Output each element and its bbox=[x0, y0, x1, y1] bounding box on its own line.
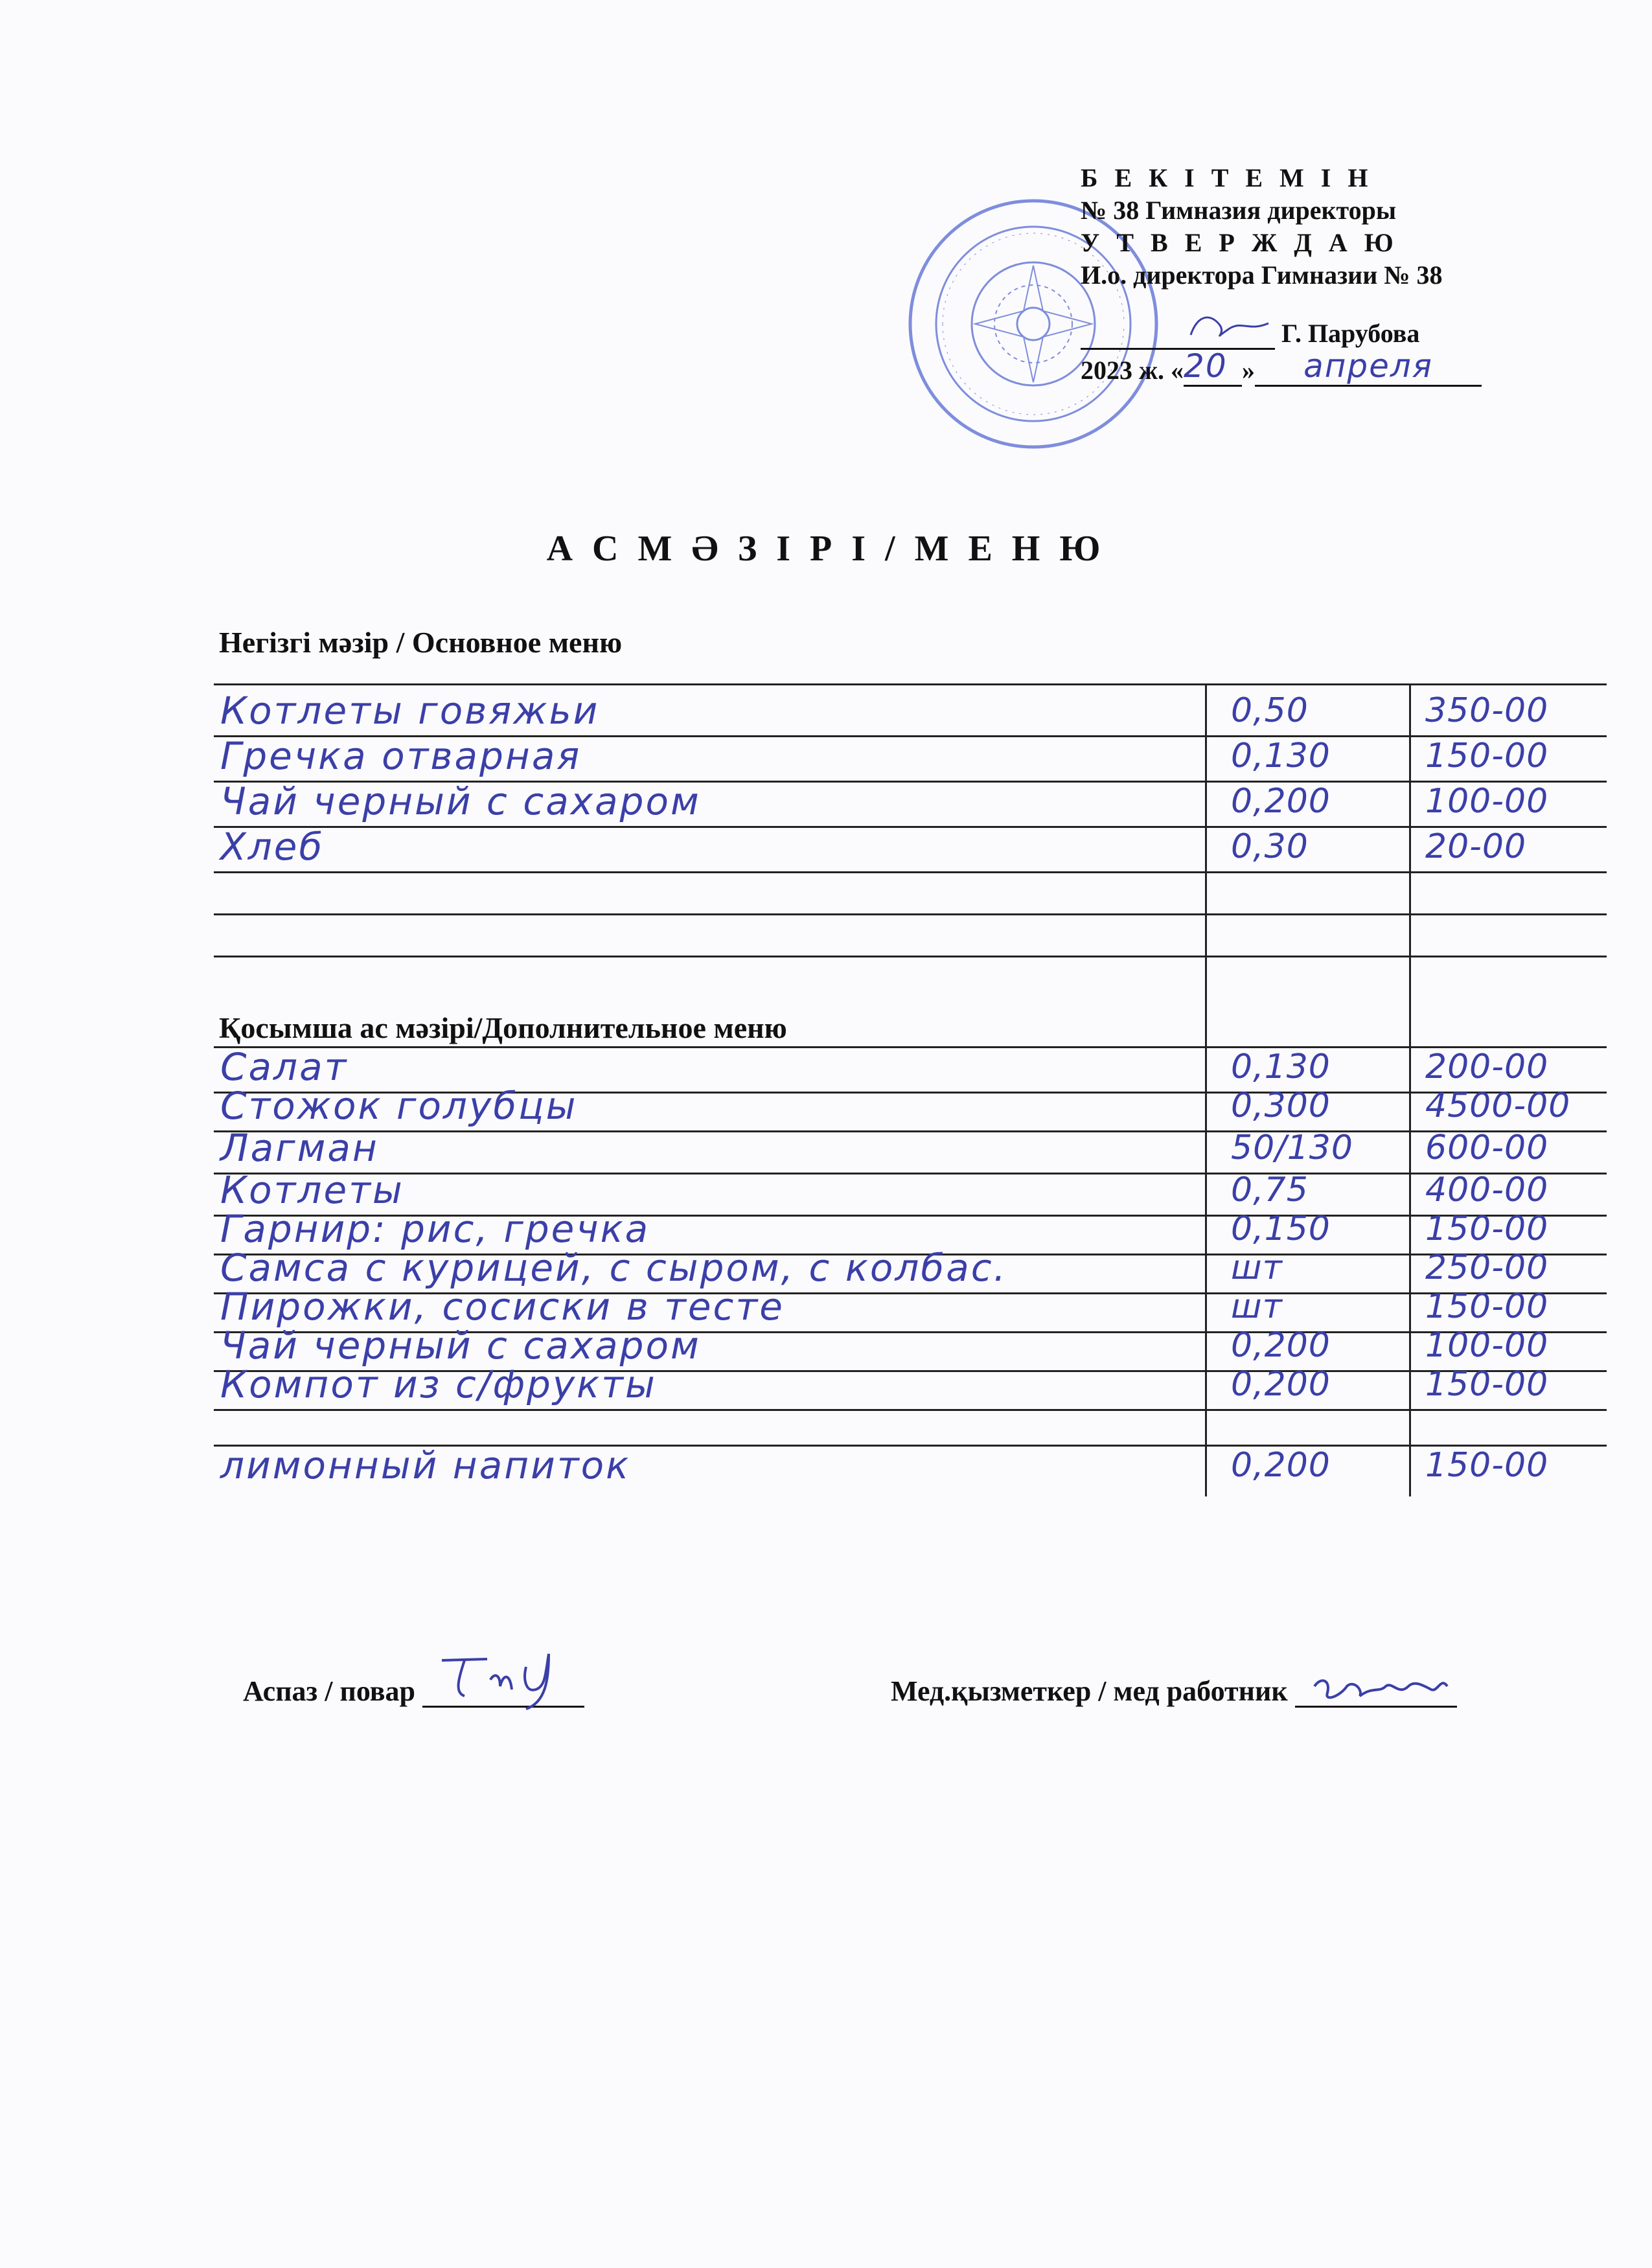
med-signature-line bbox=[1295, 1680, 1457, 1708]
approval-date-row bbox=[1081, 347, 1482, 387]
dish-weight: шт bbox=[1231, 1287, 1283, 1326]
approval-signature-row bbox=[1081, 317, 1482, 350]
med-signature-block bbox=[891, 1675, 1457, 1708]
dish-name: Салат bbox=[220, 1045, 349, 1089]
table-row-line bbox=[214, 1173, 1607, 1174]
dish-price: 200-00 bbox=[1425, 1048, 1549, 1086]
approval-director-ru: И.о. директора Гимназии № 38 bbox=[1081, 260, 1443, 290]
dish-name: Котлеты говяжьи bbox=[220, 689, 600, 733]
dish-name: Стожок голубцы bbox=[220, 1084, 578, 1128]
dish-price: 250-00 bbox=[1425, 1248, 1549, 1287]
dish-weight: 0,30 bbox=[1231, 827, 1309, 866]
dish-price: 400-00 bbox=[1425, 1171, 1549, 1209]
table-row-line bbox=[214, 683, 1607, 685]
table-row-line bbox=[214, 826, 1607, 828]
dish-price: 600-00 bbox=[1425, 1128, 1549, 1167]
approval-line-kz: Б Е К І Т Е М І Н bbox=[1081, 163, 1373, 192]
med-label: Мед.қызметкер / мед работник bbox=[891, 1675, 1288, 1707]
dish-weight: 0,130 bbox=[1231, 737, 1331, 775]
dish-weight: 0,130 bbox=[1231, 1048, 1331, 1086]
dish-name: Котлеты bbox=[220, 1168, 404, 1212]
dish-name: Чай черный с сахаром bbox=[220, 1323, 701, 1368]
table-row-line bbox=[214, 1409, 1607, 1411]
approval-director-kz: № 38 Гимназия директоры bbox=[1081, 196, 1397, 225]
dish-price: 100-00 bbox=[1425, 1326, 1549, 1365]
table-row-line bbox=[214, 871, 1607, 873]
main-menu-heading: Негізгі мәзір / Основное меню bbox=[219, 626, 623, 659]
director-signature bbox=[1081, 309, 1275, 348]
dish-price: 150-00 bbox=[1425, 1209, 1549, 1248]
table-row-line bbox=[214, 956, 1607, 957]
dish-name: Пирожки, сосиски в тесте bbox=[220, 1285, 785, 1329]
dish-price: 4500-00 bbox=[1425, 1086, 1571, 1125]
cook-signature bbox=[429, 1641, 584, 1712]
date-day: 20 bbox=[1184, 347, 1228, 385]
dish-weight: шт bbox=[1231, 1248, 1283, 1287]
dish-name: Лагман bbox=[220, 1126, 379, 1170]
dish-weight: 0,200 bbox=[1231, 1365, 1331, 1404]
dish-price: 150-00 bbox=[1425, 737, 1549, 775]
med-signature bbox=[1302, 1667, 1457, 1712]
dish-weight: 0,75 bbox=[1231, 1171, 1309, 1209]
approval-signer: Г. Парубова bbox=[1281, 319, 1420, 348]
director-signature-line bbox=[1081, 322, 1275, 350]
approval-line-ru: У Т В Е Р Ж Д А Ю bbox=[1081, 228, 1399, 257]
table-row-line bbox=[214, 1130, 1607, 1132]
date-month-line bbox=[1255, 347, 1482, 387]
dish-price: 150-00 bbox=[1425, 1446, 1549, 1485]
dish-name: Самса с курицей, с сыром, с колбас. bbox=[220, 1246, 1008, 1290]
dish-name: Гарнир: рис, гречка bbox=[220, 1207, 650, 1251]
dish-weight: 0,300 bbox=[1231, 1086, 1331, 1125]
dish-name: Гречка отварная bbox=[220, 734, 582, 778]
extra-menu-heading: Қосымша ас мәзірі/Дополнительное меню bbox=[219, 1011, 787, 1044]
dish-name: Компот из с/фрукты bbox=[220, 1362, 657, 1406]
dish-weight: 50/130 bbox=[1231, 1128, 1353, 1167]
date-day-line bbox=[1184, 347, 1242, 387]
date-month: апреля bbox=[1303, 347, 1433, 385]
dish-name: Хлеб bbox=[220, 825, 325, 869]
cook-label: Аспаз / повар bbox=[243, 1675, 415, 1707]
dish-weight: 0,150 bbox=[1231, 1209, 1331, 1248]
dish-price: 150-00 bbox=[1425, 1365, 1549, 1404]
dish-weight: 0,50 bbox=[1231, 691, 1309, 730]
date-quote-close: » bbox=[1242, 356, 1256, 385]
dish-price: 350-00 bbox=[1425, 691, 1549, 730]
dish-name: лимонный напиток bbox=[220, 1443, 631, 1487]
table-column-divider bbox=[1205, 683, 1207, 1496]
dish-weight: 0,200 bbox=[1231, 782, 1331, 821]
dish-name: Чай черный с сахаром bbox=[220, 779, 701, 823]
cook-signature-block bbox=[243, 1675, 584, 1708]
dish-price: 20-00 bbox=[1425, 827, 1527, 866]
dish-price: 150-00 bbox=[1425, 1287, 1549, 1326]
table-row-line bbox=[214, 1046, 1607, 1048]
table-column-divider bbox=[1409, 683, 1411, 1496]
dish-weight: 0,200 bbox=[1231, 1326, 1331, 1365]
cook-signature-line bbox=[422, 1680, 584, 1708]
approval-block bbox=[1081, 162, 1482, 387]
dish-price: 100-00 bbox=[1425, 782, 1549, 821]
page-title: А С М Ә З І Р І / М Е Н Ю bbox=[546, 529, 1106, 569]
dish-weight: 0,200 bbox=[1231, 1446, 1331, 1485]
date-year: 2023 ж. « bbox=[1081, 356, 1184, 385]
table-row-line bbox=[214, 913, 1607, 915]
